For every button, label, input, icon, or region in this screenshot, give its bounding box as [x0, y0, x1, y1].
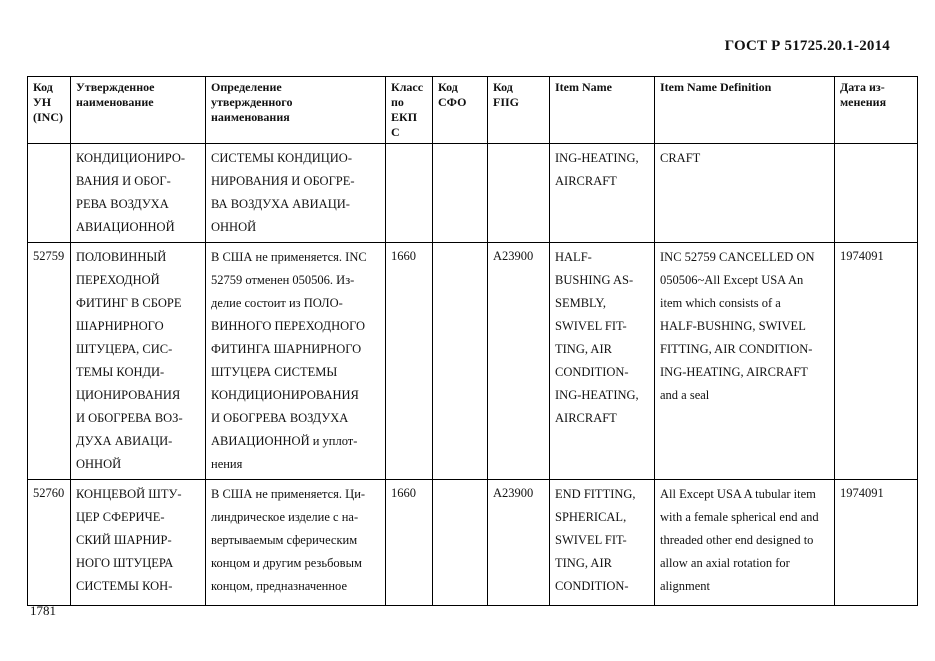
table-row [28, 243, 918, 480]
header-fiig: Код FIIG [488, 77, 550, 144]
page-number: 1781 [30, 603, 56, 618]
cell-definition: СИСТЕМЫ КОНДИЦИО- НИРОВАНИЯ И ОБОГРЕ- ВА ВОЗДУХА АВИАЦИ- ОННОЙ [206, 144, 386, 243]
cell-item-name-definition: INC 52759 CANCELLED ON 050506~All Except USA An item which consists of a HALF-BUSHING, SWIVEL FITTING, AIR CONDITION- ING-HEATING, AIRCRAFT and a seal [655, 243, 835, 480]
cell-change-date: 1974091 [835, 480, 918, 606]
cell-inc [28, 144, 71, 243]
cell-fiig: A23900 [488, 480, 550, 606]
header-sfo: Код СФО [433, 77, 488, 144]
cell-class: 1660 [386, 243, 433, 480]
cell-class: 1660 [386, 480, 433, 606]
cell-definition: В США не применяется. INC 52759 отменен 050506. Из- делие состоит из ПОЛО- ВИННОГО ПЕРЕХОДНОГО ФИТИНГА ШАРНИРНОГО ШТУЦЕРА СИСТЕМЫ КОНДИЦИОНИРОВАНИЯ И ОБОГРЕВА ВОЗДУХА АВИАЦИОННОЙ и уплот- нения [206, 243, 386, 480]
cell-change-date: 1974091 [835, 243, 918, 480]
cell-item-name-definition: CRAFT [655, 144, 835, 243]
cell-item-name: ING-HEATING, AIRCRAFT [550, 144, 655, 243]
table-header-row [28, 77, 918, 144]
cell-approved-name: КОНДИЦИОНИРО- ВАНИЯ И ОБОГ- РЕВА ВОЗДУХА АВИАЦИОННОЙ [71, 144, 206, 243]
header-item-name-definition: Item Name Definition [655, 77, 835, 144]
cell-item-name: END FITTING, SPHERICAL, SWIVEL FIT- TING, AIR CONDITION- [550, 480, 655, 606]
cell-item-name-definition: All Except USA A tubular item with a female spherical end and threaded other end designed to allow an axial rotation for alignment [655, 480, 835, 606]
table-row [28, 144, 918, 243]
header-definition: Определение утвержденного наименования [206, 77, 386, 144]
cell-fiig: A23900 [488, 243, 550, 480]
cell-approved-name: ПОЛОВИННЫЙ ПЕРЕХОДНОЙ ФИТИНГ В СБОРЕ ШАРНИРНОГО ШТУЦЕРА, СИС- ТЕМЫ КОНДИ- ЦИОНИРОВАНИЯ И ОБОГРЕВА ВОЗ- ДУХА АВИАЦИ- ОННОЙ [71, 243, 206, 480]
cell-item-name: HALF- BUSHING AS- SEMBLY, SWIVEL FIT- TING, AIR CONDITION- ING-HEATING, AIRCRAFT [550, 243, 655, 480]
data-table [27, 76, 918, 606]
cell-fiig [488, 144, 550, 243]
cell-inc: 52759 [28, 243, 71, 480]
cell-sfo [433, 144, 488, 243]
cell-definition: В США не применяется. Ци- линдрическое изделие с на- вертываемым сферическим концом и другим резьбовым концом, предназначенное [206, 480, 386, 606]
header-inc: Код УН (INC) [28, 77, 71, 144]
cell-class [386, 144, 433, 243]
cell-sfo [433, 243, 488, 480]
cell-inc: 52760 [28, 480, 71, 606]
header-item-name: Item Name [550, 77, 655, 144]
header-class: Класс по ЕКП С [386, 77, 433, 144]
table-row [28, 480, 918, 606]
header-approved-name: Утвержденное наименование [71, 77, 206, 144]
cell-sfo [433, 480, 488, 606]
document-header: ГОСТ Р 51725.20.1-2014 [724, 38, 890, 54]
header-change-date: Дата из- менения [835, 77, 918, 144]
cell-approved-name: КОНЦЕВОЙ ШТУ- ЦЕР СФЕРИЧЕ- СКИЙ ШАРНИР- НОГО ШТУЦЕРА СИСТЕМЫ КОН- [71, 480, 206, 606]
cell-change-date [835, 144, 918, 243]
